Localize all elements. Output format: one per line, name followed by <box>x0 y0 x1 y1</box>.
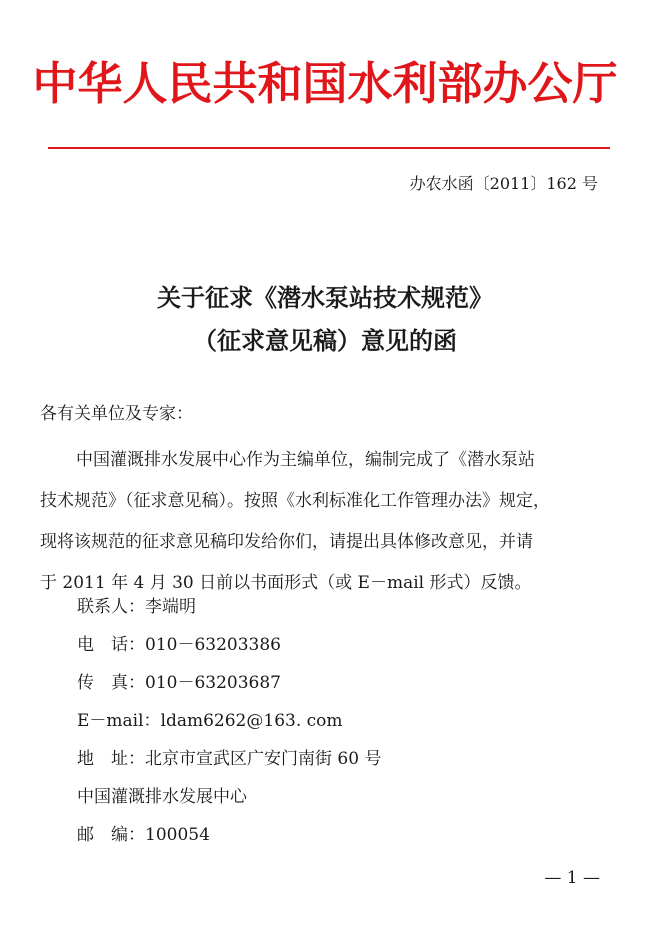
page-number: — 1 — <box>544 868 600 888</box>
document-title-line-1: 关于征求《潜水泵站技术规范》 <box>157 284 493 312</box>
document-number: 办农水函〔2011〕162 号 <box>409 174 598 193</box>
contact-email: E－mail：ldam6262@163. com <box>77 711 343 731</box>
contact-block <box>77 588 381 854</box>
body-line: 技术规范》（征求意见稿）。按照《水利标准化工作管理办法》规定， <box>40 491 550 511</box>
contact-organization: 中国灌溉排水发展中心 <box>77 787 247 807</box>
body-line: 于 2011 年 4 月 30 日前以书面形式（或 E－mail 形式）反馈。 <box>40 573 532 593</box>
contact-postcode: 邮 编：100054 <box>77 825 210 845</box>
contact-phone: 电 话：010－63203386 <box>77 635 281 655</box>
body-line: 中国灌溉排水发展中心作为主编单位，编制完成了《潜水泵站 <box>76 450 535 470</box>
salutation: 各有关单位及专家： <box>40 404 193 424</box>
body-paragraph <box>40 440 620 604</box>
contact-address: 地 址：北京市宣武区广安门南街 60 号 <box>77 749 382 769</box>
contact-person: 联系人：李端明 <box>77 597 196 617</box>
letterhead-red-rule <box>48 147 610 149</box>
letterhead-title: 中华人民共和国水利部办公厅 <box>32 57 618 110</box>
document-title-line-2: （征求意见稿）意见的函 <box>193 327 457 355</box>
body-line: 现将该规范的征求意见稿印发给你们，请提出具体修改意见，并请 <box>40 532 533 552</box>
contact-fax: 传 真：010－63203687 <box>77 673 281 693</box>
